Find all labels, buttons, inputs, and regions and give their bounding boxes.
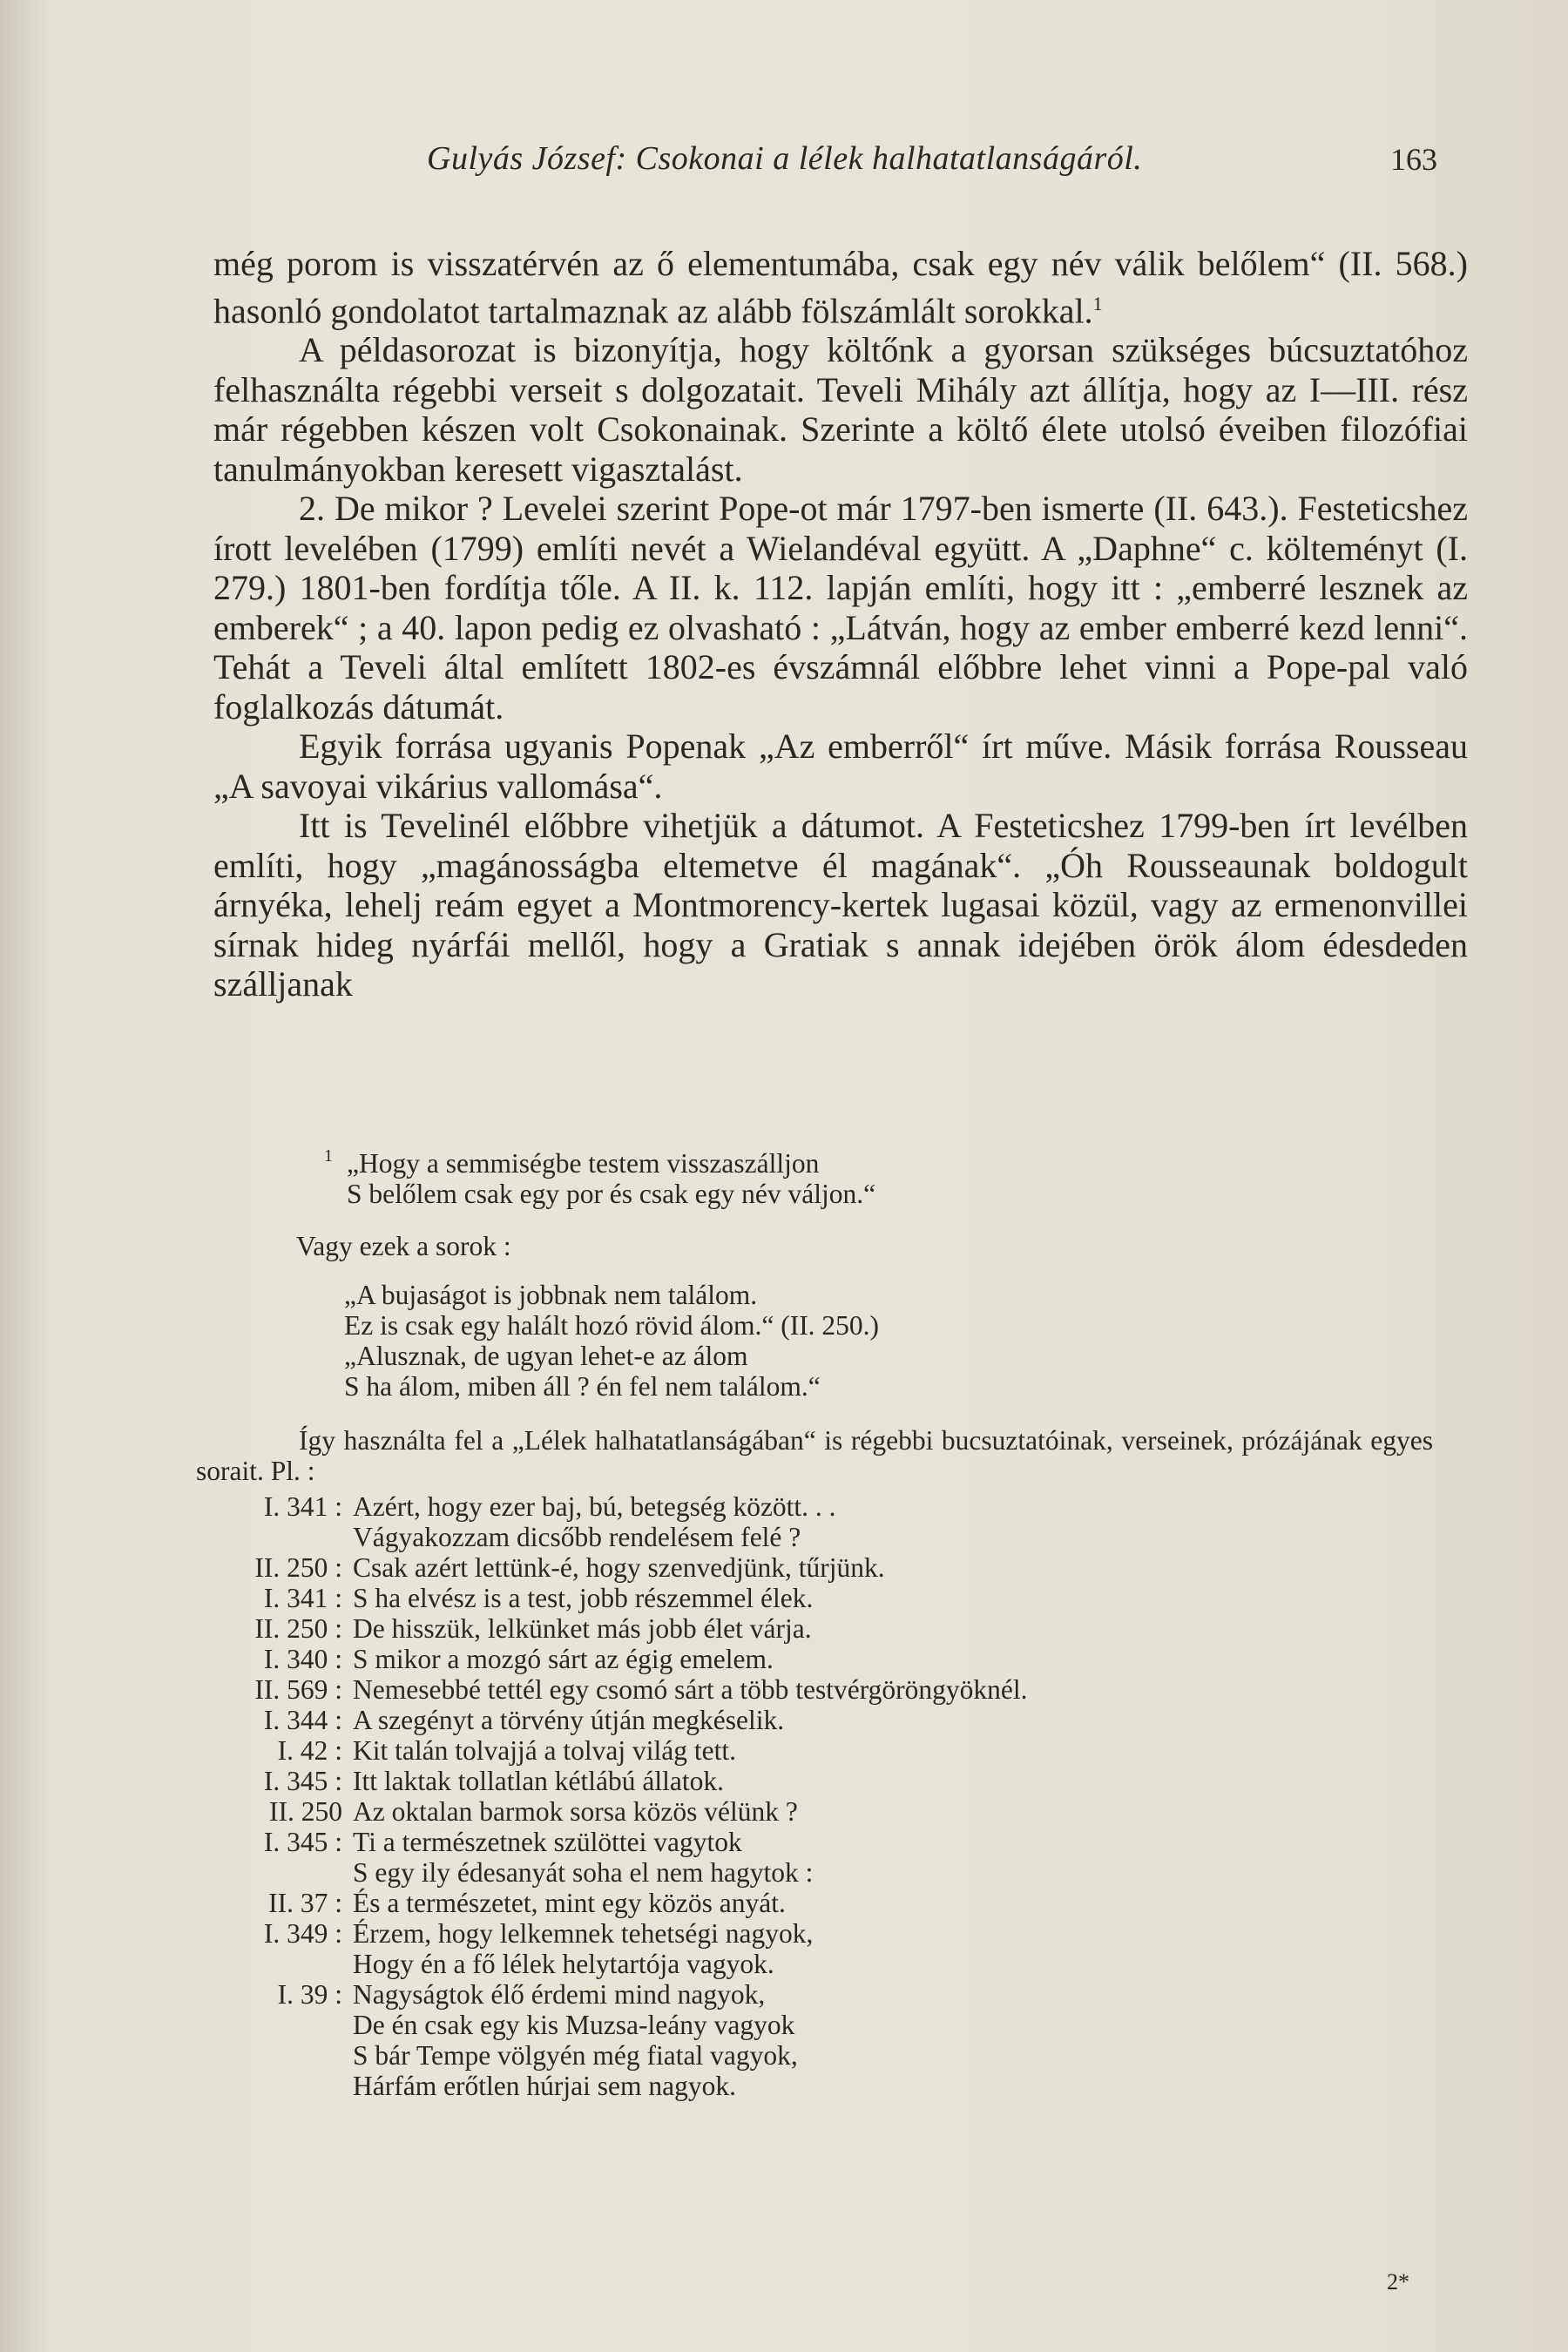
citation-line: Kit talán tolvajjá a tolvaj világ tett.	[353, 1735, 737, 1766]
citation-reference: I. 344 :	[263, 1705, 342, 1735]
paragraph: Egyik forrása ugyanis Popenak „Az emberről“ írt műve. Másik forrása Rousseau „A savoyai vikárius vallomása“.	[213, 727, 1468, 806]
citation-reference: I. 345 :	[263, 1827, 342, 1857]
citation-row	[196, 1491, 1442, 1522]
citation-line: És a természetet, mint egy közös anyát.	[353, 1888, 786, 1918]
page-number: 163	[1390, 142, 1437, 177]
quote-line: S belőlem csak egy por és csak egy név váljon.“	[347, 1179, 876, 1209]
citation-line: Azért, hogy ezer baj, bú, betegség között. . .	[353, 1491, 836, 1522]
citation-row	[196, 1613, 1442, 1644]
citation-reference: II. 569 :	[254, 1674, 342, 1705]
paragraph: A példasorozat is bizonyítja, hogy költőnk a gyorsan szükséges búcsuztatóhoz felhasználta régebbi verseit s dolgozatait. Teveli Mihály azt állítja, hogy az I—III. rész már régebben készen volt Csokonainak. Szerinte a költő élete utolsó éveiben filozófiai tanulmányokban keresett vigasztalást.	[213, 330, 1468, 489]
citation-reference: I. 341 :	[263, 1491, 342, 1522]
citation-line: Itt laktak tollatlan kétlábú állatok.	[353, 1766, 724, 1796]
citation-line: Nemesebbé tettél egy csomó sárt a több testvérgöröngyöknél.	[353, 1674, 1028, 1705]
quote-line: S ha álom, miben áll ? én fel nem találom.“	[344, 1371, 821, 1402]
citation-row	[196, 1522, 1442, 1552]
quote-line: „Alusznak, de ugyan lehet-e az álom	[344, 1341, 748, 1371]
footnote-quote	[344, 1280, 1442, 1402]
footnote-mark: 1	[324, 1146, 333, 1166]
citation-line: Hogy én a fő lélek helytartója vagyok.	[353, 1949, 774, 1979]
citation-reference	[196, 2040, 353, 2071]
citation-line: S mikor a mozgó sárt az égig emelem.	[353, 1644, 774, 1674]
citation-reference: II. 250	[269, 1796, 342, 1827]
citation-line: S ha elvész is a test, jobb részemmel élek.	[353, 1583, 814, 1613]
citation-row	[196, 1979, 1442, 2010]
footnote-text: Így használta fel a „Lélek halhatatlanságában“ is régebbi bucsuztatóinak, verseinek, prózájának egyes sorait. Pl. :	[196, 1425, 1433, 1486]
citation-reference: II. 37 :	[268, 1888, 342, 1918]
paragraph: 2. De mikor ? Levelei szerint Pope-ot már 1797-ben ismerte (II. 643.). Festeticshez írott levelében (1799) említi nevét a Wielandéval együtt. A „Daphne“ c. költeményt (I. 279.) 1801-ben fordítja tőle. A II. k. 112. lapján említi, hogy itt : „emberré lesznek az emberek“ ; a 40. lapon pedig ez olvasható : „Látván, hogy az ember emberré kezd lenni“. Tehát a Teveli által említett 1802-es évszámnál előbbre lehet vinni a Pope-pal való foglalkozás dátumát.	[213, 489, 1468, 727]
citation-line: Vágyakozzam dicsőbb rendelésem felé ?	[353, 1522, 801, 1552]
citation-row	[196, 1552, 1442, 1583]
citation-line: S bár Tempe völgyén még fiatal vagyok,	[353, 2040, 798, 2071]
signature-mark: 2*	[1387, 2269, 1409, 2295]
paragraph: Itt is Tevelinél előbbre vihetjük a dátumot. A Festeticshez 1799-ben írt levélben említi, hogy „magánosságba eltemetve él magának“. „Óh Rousseaunak boldogult árnyéka, lehelj reám egyet a Montmorency-kertek lugasai közül, vagy az ermenonvillei sírnak hideg nyárfái mellől, hogy a Gratiak s annak idejében örök álom édesdeden szálljanak	[213, 806, 1468, 1004]
citation-row	[196, 1705, 1442, 1735]
citation-row	[196, 2040, 1442, 2071]
citation-line: De hisszük, lelkünket más jobb élet várja.	[353, 1613, 812, 1644]
citation-line: A szegényt a törvény útján megkéselik.	[353, 1705, 785, 1735]
citation-reference: I. 349 :	[263, 1918, 342, 1949]
citation-line: Ti a természetnek szülöttei vagytok	[353, 1827, 742, 1857]
citation-row	[196, 1827, 1442, 1857]
citation-reference: II. 250 :	[254, 1613, 342, 1644]
citation-line: Nagyságtok élő érdemi mind nagyok,	[353, 1979, 766, 2010]
footnote-text: Vagy ezek a sorok :	[296, 1231, 511, 1261]
citation-row	[196, 1857, 1442, 1888]
citation-row	[196, 1888, 1442, 1918]
page-header	[427, 139, 1437, 178]
citation-line: Érzem, hogy lelkemnek tehetségi nagyok,	[353, 1918, 814, 1949]
quote-line: „Hogy a semmiségbe testem visszaszálljon	[347, 1148, 820, 1179]
citation-row	[196, 1644, 1442, 1674]
citation-reference	[196, 1857, 353, 1888]
citation-reference	[196, 1522, 353, 1552]
citation-reference	[196, 2071, 353, 2101]
citation-line: S egy ily édesanyát soha el nem hagytok :	[353, 1857, 814, 1888]
citation-reference: I. 341 :	[263, 1583, 342, 1613]
citation-reference: II. 250 :	[254, 1552, 342, 1583]
quote-line: Ez is csak egy halált hozó rövid álom.“ (II. 250.)	[344, 1310, 880, 1341]
citation-row	[196, 2010, 1442, 2040]
citation-reference: I. 39 :	[277, 1979, 342, 2010]
citation-row	[196, 2071, 1442, 2101]
citation-row	[196, 1766, 1442, 1796]
citation-reference: I. 345 :	[263, 1766, 342, 1796]
paragraph: még porom is visszatérvén az ő elementumába, csak egy név válik belőlem“ (II. 568.) hasonló gondolatot tartalmaznak az alább fölszámlált sorokkal.$^1$	[213, 244, 1468, 330]
citation-line: Hárfám erőtlen húrjai sem nagyok.	[353, 2071, 736, 2101]
citation-reference: I. 340 :	[263, 1644, 342, 1674]
footnote-quote	[324, 1146, 1442, 1209]
running-title: Gulyás József: Csokonai a lélek halhatatlanságáról.	[427, 140, 1143, 177]
footnote-section	[196, 1148, 1442, 2101]
quote-line: „A bujaságot is jobbnak nem találom.	[344, 1280, 758, 1310]
citation-row	[196, 1918, 1442, 1949]
main-text	[213, 244, 1468, 1004]
citation-row	[196, 1949, 1442, 1979]
citation-row	[196, 1735, 1442, 1766]
citation-row	[196, 1674, 1442, 1705]
citation-row	[196, 1796, 1442, 1827]
citation-line: Csak azért lettünk-é, hogy szenvedjünk, tűrjünk.	[353, 1552, 885, 1583]
citation-row	[196, 1583, 1442, 1613]
citation-line: Az oktalan barmok sorsa közös vélünk ?	[353, 1796, 798, 1827]
citation-line: De én csak egy kis Muzsa-leány vagyok	[353, 2010, 795, 2040]
citation-reference	[196, 2010, 353, 2040]
citation-list	[196, 1491, 1442, 2101]
citation-reference: I. 42 :	[277, 1735, 342, 1766]
citation-reference	[196, 1949, 353, 1979]
footnote-reference: 1	[1092, 292, 1103, 314]
